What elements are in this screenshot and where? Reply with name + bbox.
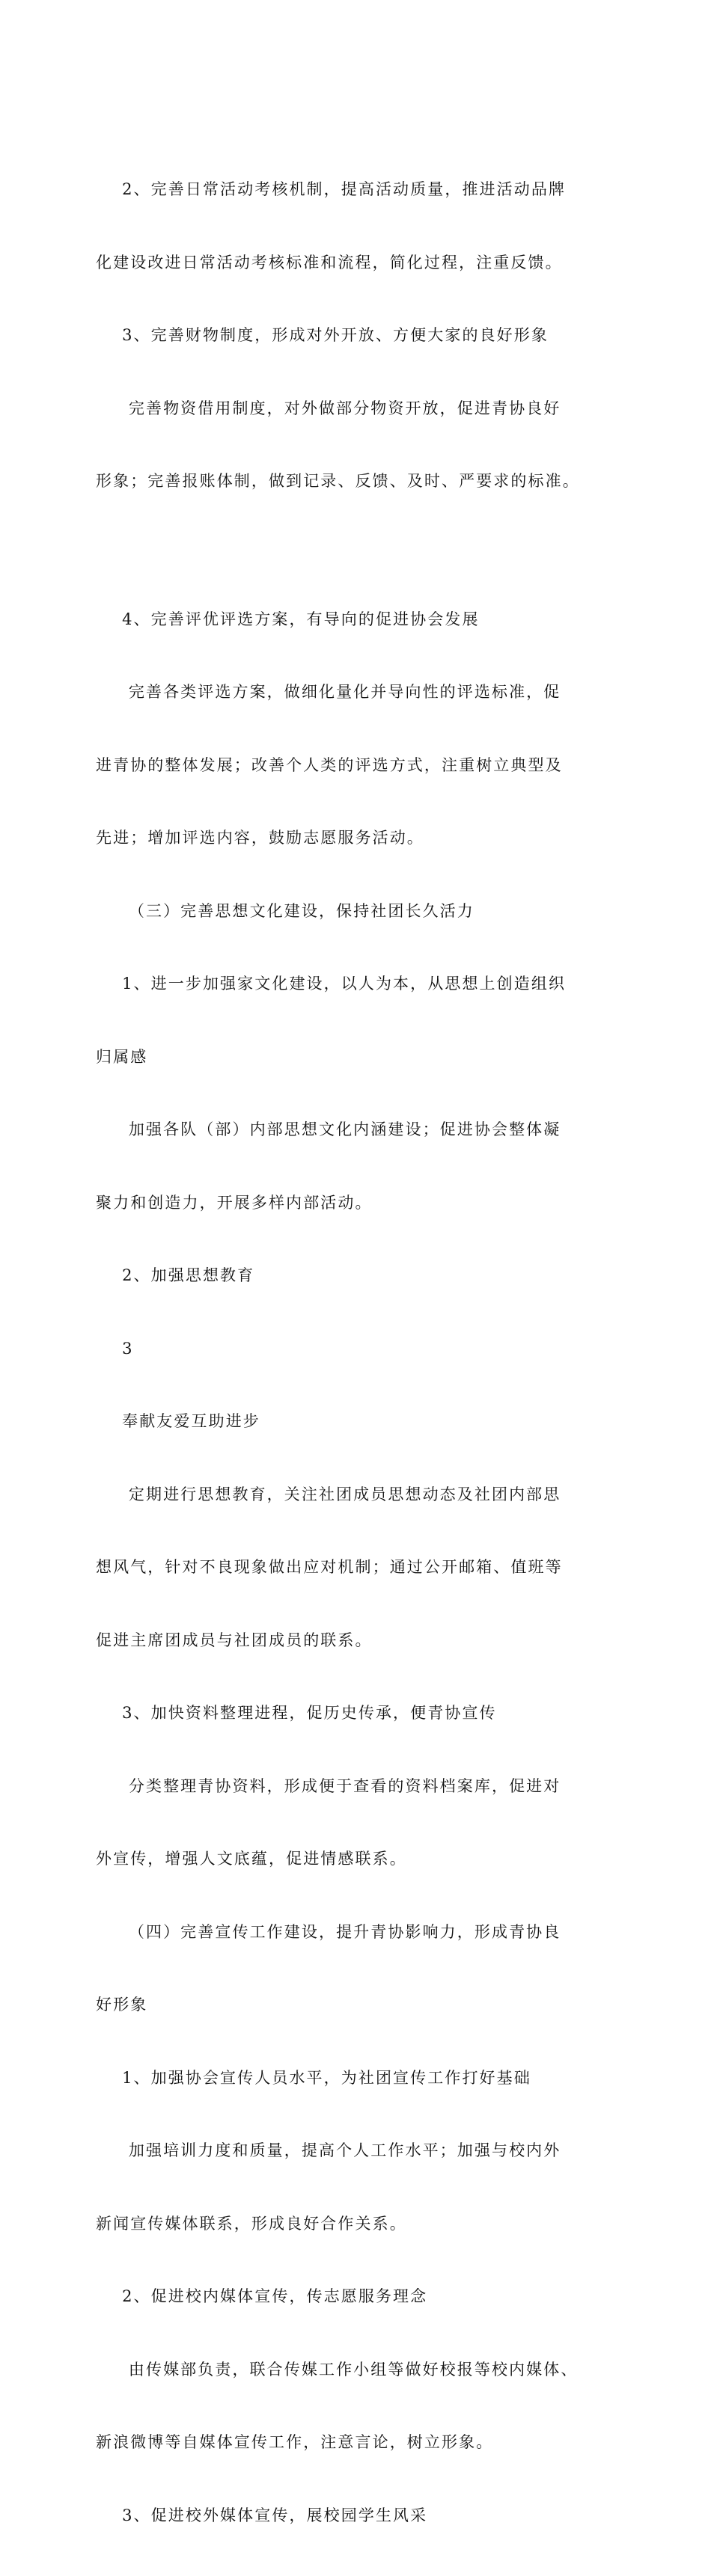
text-line: 好形象: [96, 1996, 148, 2014]
text-line: 先进；增加评选内容，鼓励志愿服务活动。: [96, 829, 424, 847]
text-line: 加强培训力度和质量，提高个人工作水平；加强与校内外: [96, 2141, 561, 2159]
text-line: 1、进一步加强家文化建设，以人为本，从思想上创造组织: [96, 975, 567, 993]
text-line: 聚力和创造力，开展多样内部活动。: [96, 1193, 373, 1212]
text-line: 2、加强思想教育: [96, 1266, 255, 1284]
document-body: [96, 129, 632, 2576]
text-line: 3、加快资料整理进程，促历史传承，便青协宣传: [96, 1704, 497, 1722]
text-line: 3、完善财物制度，形成对外开放、方便大家的良好形象: [96, 326, 549, 344]
text-line: 想风气，针对不良现象做出应对机制；通过公开邮箱、值班等: [96, 1558, 563, 1576]
text-line: 完善各类评选方案，做细化量化并导向性的评选标准，促: [96, 683, 561, 701]
text-line: 外宣传，增强人文底蕴，促进情感联系。: [96, 1850, 407, 1868]
text-line: 形象；完善报账体制，做到记录、反馈、及时、严要求的标准。: [96, 472, 580, 490]
section-heading: （三）完善思想文化建设，保持社团长久活力: [96, 901, 474, 920]
text-line: 2、促进校内媒体宣传，传志愿服务理念: [96, 2287, 428, 2305]
text-line: 4、完善评优评选方案，有导向的促进协会发展: [96, 610, 480, 628]
section-heading: （四）完善宣传工作建设，提升青协影响力，形成青协良: [96, 1922, 561, 1941]
text-line: 分类整理青协资料，形成便于查看的资料档案库，促进对: [96, 1776, 561, 1795]
text-line: 促进主席团成员与社团成员的联系。: [96, 1631, 373, 1649]
text-line: 由传媒部负责，联合传媒工作小组等做好校报等校内媒体、: [96, 2360, 579, 2379]
text-line: 加强各队（部）内部思想文化内涵建设；促进协会整体凝: [96, 1120, 561, 1138]
text-line: 3: [96, 1339, 134, 1358]
paragraph-gap: [96, 542, 632, 559]
text-line: 归属感: [96, 1047, 148, 1066]
text-line: 完善物资借用制度，对外做部分物资开放，促进青协良好: [96, 399, 561, 417]
text-line: 新闻宣传媒体联系，形成良好合作关系。: [96, 2214, 407, 2233]
text-line: 化建设改进日常活动考核标准和流程，简化过程，注重反馈。: [96, 253, 563, 272]
text-line: 3、促进校外媒体宣传，展校园学生风采: [96, 2506, 428, 2524]
text-line: 奉献友爱互助进步: [96, 1412, 260, 1430]
text-line: 进青协的整体发展；改善个人类的评选方式，注重树立典型及: [96, 755, 563, 774]
text-line: 定期进行思想教育，关注社团成员思想动态及社团内部思: [96, 1485, 561, 1503]
text-line: 新浪微博等自媒体宣传工作，注意言论，树立形象。: [96, 2433, 494, 2451]
text-line: 1、加强协会宣传人员水平，为社团宣传工作打好基础: [96, 2068, 531, 2087]
text-line: 2、完善日常活动考核机制，提高活动质量，推进活动品牌: [96, 180, 567, 198]
